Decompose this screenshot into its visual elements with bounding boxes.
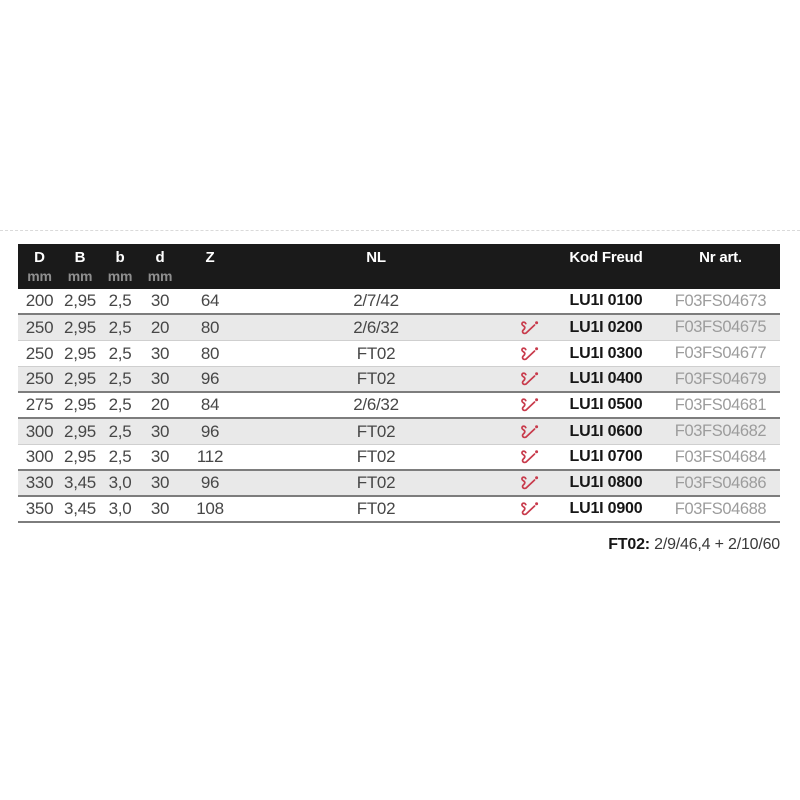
col-unit: mm	[27, 268, 52, 284]
cell-D: 330	[25, 473, 54, 492]
cell-nr-art: F03FS04673	[674, 291, 767, 310]
cell-d: 20	[150, 395, 170, 414]
cell-NL: 2/6/32	[353, 317, 399, 337]
cell-B: 3,45	[64, 473, 96, 492]
cell-Z: 96	[200, 421, 220, 441]
col-label: Z	[205, 249, 215, 266]
cell-Z: 96	[200, 473, 220, 492]
cell-nr-art: F03FS04679	[674, 369, 767, 388]
cell-Z: 84	[200, 395, 220, 414]
cell-Z: 108	[196, 499, 224, 518]
cell-B: 2,95	[64, 421, 96, 441]
table-row	[18, 471, 780, 497]
cell-kod-freud: LU1I 0600	[569, 422, 643, 440]
cell-NL: 2/6/32	[353, 395, 399, 414]
cell-b: 2,5	[108, 343, 132, 363]
table-body	[18, 289, 780, 523]
cell-b: 2,5	[108, 421, 132, 441]
cell-D: 275	[25, 395, 54, 414]
cell-d: 30	[150, 421, 170, 441]
cell-kod-freud: LU1I 0500	[569, 396, 643, 413]
cell-D: 200	[25, 291, 54, 310]
col-label: Kod Freud	[569, 249, 643, 266]
cell-nr-art: F03FS04688	[674, 499, 767, 518]
cell-Z: 64	[200, 291, 220, 310]
cell-D: 350	[25, 499, 54, 518]
cell-B: 2,95	[64, 395, 96, 414]
col-label: NL	[366, 249, 386, 266]
spec-table	[18, 244, 780, 523]
cell-D: 250	[25, 343, 54, 363]
cell-d: 30	[150, 291, 170, 310]
cell-d: 30	[150, 473, 170, 492]
cell-B: 2,95	[64, 343, 96, 363]
anti-vibration-slot-icon	[511, 501, 551, 517]
cell-nr-art: F03FS04686	[674, 473, 767, 492]
col-label: D	[34, 249, 45, 266]
col-label: B	[74, 249, 86, 266]
anti-vibration-slot-icon	[511, 424, 551, 440]
cell-D: 300	[25, 447, 54, 466]
cell-B: 2,95	[64, 447, 96, 466]
table-row	[18, 289, 780, 315]
cell-Z: 96	[200, 369, 220, 388]
cell-kod-freud: LU1I 0400	[569, 370, 643, 387]
cell-d: 30	[150, 369, 170, 388]
table-row	[18, 445, 780, 471]
cell-b: 2,5	[108, 447, 132, 466]
cell-B: 2,95	[64, 291, 96, 310]
cell-kod-freud: LU1I 0900	[569, 500, 643, 517]
anti-vibration-slot-icon	[511, 475, 551, 491]
cell-Z: 80	[200, 317, 220, 337]
col-label: Nr art.	[699, 249, 742, 266]
cell-kod-freud: LU1I 0700	[569, 448, 643, 465]
cell-kod-freud: LU1I 0100	[569, 292, 643, 309]
table-row	[18, 367, 780, 393]
cell-NL: 2/7/42	[353, 291, 399, 310]
cell-kod-freud: LU1I 0800	[569, 474, 643, 491]
cell-B: 2,95	[64, 317, 96, 337]
col-header-d	[141, 248, 179, 285]
col-header-Z	[179, 248, 241, 285]
table-row	[18, 393, 780, 419]
cell-B: 3,45	[64, 499, 96, 518]
table-row	[18, 497, 780, 523]
col-header-nr-art	[661, 248, 780, 285]
cell-NL: FT02	[356, 369, 396, 388]
col-header-b	[99, 248, 141, 285]
col-unit: mm	[67, 268, 93, 284]
col-header-icon	[511, 248, 551, 285]
col-unit: mm	[107, 268, 133, 284]
cell-b: 2,5	[108, 291, 132, 310]
table-row	[18, 341, 780, 367]
cell-D: 250	[25, 369, 54, 388]
cell-D: 250	[25, 317, 54, 337]
cell-b: 2,5	[108, 317, 132, 337]
anti-vibration-slot-icon	[511, 371, 551, 387]
cell-NL: FT02	[356, 343, 396, 363]
cell-d: 30	[150, 447, 170, 466]
anti-vibration-slot-icon	[511, 397, 551, 413]
table-row	[18, 419, 780, 445]
cell-NL: FT02	[356, 447, 396, 466]
anti-vibration-slot-icon	[511, 449, 551, 465]
anti-vibration-slot-icon	[511, 320, 551, 336]
cell-NL: FT02	[356, 421, 396, 441]
cell-b: 2,5	[108, 369, 132, 388]
cell-b: 3,0	[108, 473, 132, 492]
footnote-code: FT02:	[608, 536, 650, 553]
col-label: d	[155, 249, 165, 266]
cell-kod-freud: LU1I 0200	[569, 318, 643, 336]
col-header-NL	[241, 248, 511, 285]
col-header-B	[61, 248, 99, 285]
cell-d: 30	[150, 499, 170, 518]
footnote-text: 2/9/46,4 + 2/10/60	[649, 536, 780, 553]
cell-Z: 112	[196, 447, 224, 466]
cell-nr-art: F03FS04681	[674, 395, 767, 414]
cell-NL: FT02	[356, 473, 396, 492]
col-unit: mm	[147, 268, 173, 284]
anti-vibration-slot-icon	[511, 346, 551, 362]
cell-B: 2,95	[64, 369, 96, 388]
dashed-divider	[0, 230, 800, 231]
footnote	[18, 536, 780, 554]
table-row	[18, 315, 780, 341]
col-header-D	[18, 248, 61, 285]
cell-b: 2,5	[108, 395, 132, 414]
cell-nr-art: F03FS04682	[674, 422, 767, 440]
cell-NL: FT02	[356, 499, 396, 518]
col-label: b	[115, 249, 125, 266]
col-header-kod-freud	[551, 248, 661, 285]
table-header	[18, 244, 780, 289]
cell-nr-art: F03FS04677	[674, 344, 767, 362]
cell-d: 30	[150, 343, 170, 363]
cell-Z: 80	[200, 343, 220, 363]
cell-b: 3,0	[108, 499, 132, 518]
cell-kod-freud: LU1I 0300	[569, 344, 643, 362]
cell-D: 300	[25, 421, 54, 441]
cell-nr-art: F03FS04675	[674, 318, 767, 336]
cell-nr-art: F03FS04684	[674, 447, 767, 466]
cell-d: 20	[150, 317, 170, 337]
